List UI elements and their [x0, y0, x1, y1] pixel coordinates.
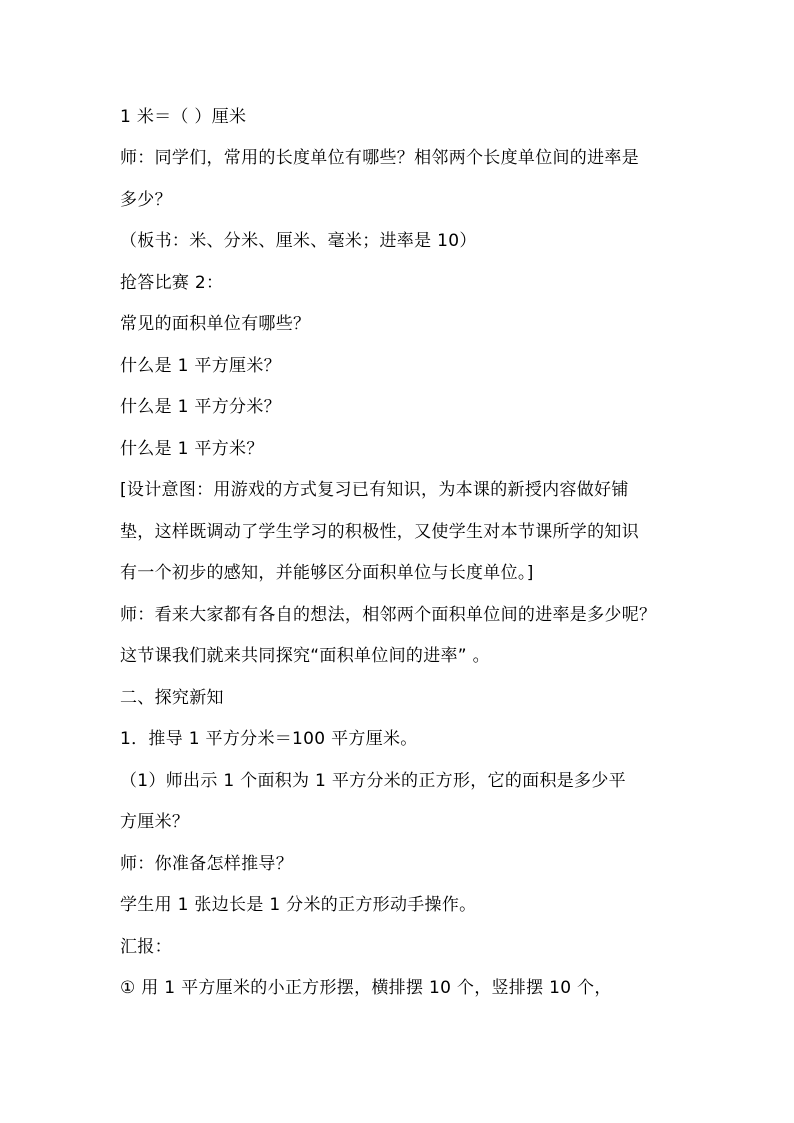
text-line: 什么是 1 平方厘米？	[120, 356, 281, 376]
text-line: 汇报：	[120, 937, 172, 957]
text-line: 什么是 1 平方米？	[120, 439, 264, 459]
text-line: 方厘米？	[120, 812, 190, 832]
text-line: 师：看来大家都有各自的想法，相邻两个面积单位间的进率是多少呢？	[120, 605, 657, 625]
text-line: ① 用 1 平方厘米的小正方形摆，横排摆 10 个，竖排摆 10 个，	[120, 978, 612, 998]
text-line: 什么是 1 平方分米？	[120, 397, 281, 417]
text-line: 师：你准备怎样推导？	[120, 854, 293, 874]
section-heading: 二、探究新知	[120, 688, 224, 708]
text-line: [设计意图：用游戏的方式复习已有知识，为本课的新授内容做好铺	[120, 480, 629, 500]
text-line: 1 米＝（ ）厘米	[120, 107, 247, 127]
text-line: 多少？	[120, 190, 172, 210]
text-line: 有一个初步的感知，并能够区分面积单位与长度单位。]	[120, 563, 534, 583]
text-line: 抢答比赛 2：	[120, 273, 224, 293]
text-line: （板书：米、分米、厘米、毫米；进率是 10）	[120, 231, 477, 251]
text-line: （1）师出示 1 个面积为 1 平方分米的正方形，它的面积是多少平	[120, 771, 626, 791]
text-line: 学生用 1 张边长是 1 分米的正方形动手操作。	[120, 895, 477, 915]
text-line: 1．推导 1 平方分米＝100 平方厘米。	[120, 729, 418, 749]
text-line: 垫，这样既调动了学生学习的积极性，又使学生对本节课所学的知识	[120, 522, 639, 542]
text-line: 常见的面积单位有哪些？	[120, 314, 311, 334]
text-line: 这节课我们就来共同探究“面积单位间的进率” 。	[120, 646, 490, 666]
text-line: 师：同学们，常用的长度单位有哪些？相邻两个长度单位间的进率是	[120, 148, 639, 168]
